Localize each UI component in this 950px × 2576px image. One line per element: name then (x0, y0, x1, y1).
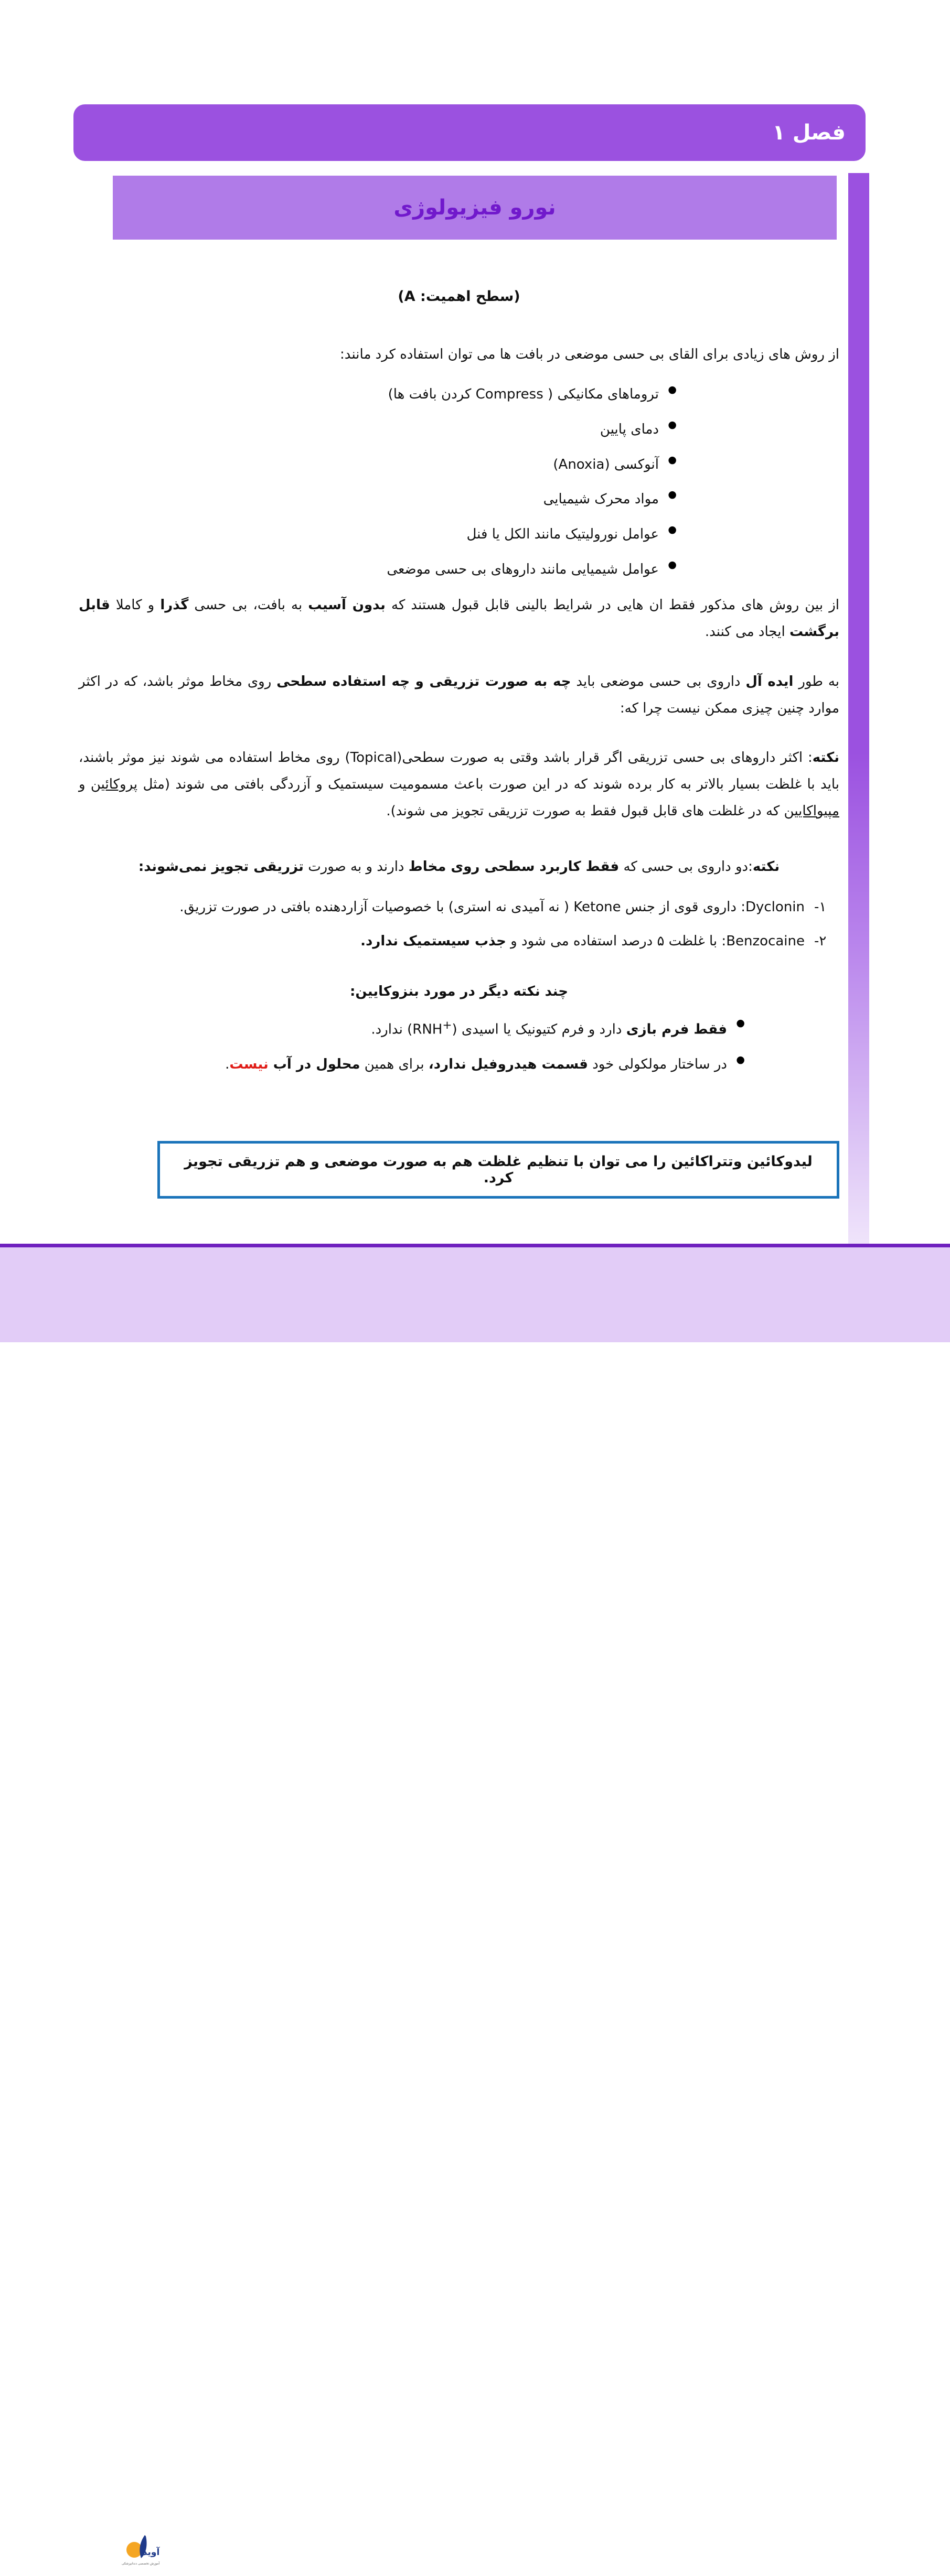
topical-only-drug-list (79, 894, 839, 954)
text-segment: را می توان با تنظیم غلظت (472, 1154, 671, 1170)
logo-subtitle: آموزش تخصصی دندانپزشکی (121, 2562, 160, 2566)
text-segment: به طور (793, 673, 840, 689)
latin-term-ketone: Ketone (573, 899, 621, 915)
bullet-text: عوامل نورولیتیک مانند الکل یا فنل (466, 526, 659, 543)
underlined-procaine: پروکائین (90, 776, 138, 792)
note-label: نکته (752, 859, 780, 875)
text-segment: : داروی قوی از جنس (621, 899, 745, 915)
intro-paragraph-text: از روش های زیادی برای القای بی حسی موضعی در بافت ها می توان استفاده کرد مانند: (340, 346, 839, 362)
list-item (79, 381, 677, 408)
benzocaine-notes-heading-text: چند نکته دیگر در مورد بنزوکایین: (349, 984, 569, 1000)
bold-reversible: قابل برگشت (79, 597, 839, 640)
list-item (79, 416, 677, 443)
text-segment: تجویز کرد. (184, 1154, 514, 1186)
list-item (79, 521, 677, 548)
highlight-callout-box (157, 1141, 839, 1199)
intro-paragraph (79, 341, 839, 368)
list-item (79, 451, 677, 478)
page-title-band (113, 176, 837, 240)
bold-both-topical-and-injectable: هم به صورت موضعی و هم تزریقی (228, 1154, 473, 1170)
text-segment: داروی بی حسی موضعی باید (571, 673, 746, 689)
publisher-logo (115, 2524, 166, 2574)
bullet-text-before: تروماهای مکانیکی ( (543, 386, 659, 403)
text-segment: از بین روش های مذکور فقط ان هایی در شرایط بالینی قابل قبول هستند که (385, 597, 839, 613)
bold-no-damage: بدون آسیب (308, 597, 386, 613)
bold-no-hydrophilic-part: قسمت هیدروفیل ندارد، (428, 1057, 588, 1073)
logo-wordmark: آوید (142, 2547, 160, 2558)
text-segment: دارد و فرم کتیونیک یا اسیدی ( (452, 1021, 626, 1038)
bold-not-injectable: تزریقی تجویز نمی‌شوند: (138, 859, 304, 875)
text-segment: روی مخاط موثر باشد، که در اکثر موارد چنین چیزی ممکن نیست چرا که: (79, 673, 839, 716)
text-segment: و (79, 776, 91, 792)
text-segment: : با غلظت ۵ درصد استفاده می شود و (506, 933, 727, 949)
list-marker: ۲- (814, 933, 827, 949)
page-title: نورو فیزیولوژی (393, 196, 556, 220)
underlined-mepivacaine: مپیواکایین (784, 803, 839, 819)
bullet-text-after: کردن بافت ها) (388, 386, 476, 403)
bullet-text: عوامل شیمیایی مانند داروهای بی حسی موضعی (387, 561, 659, 577)
bullet-text-after: ) (553, 456, 559, 472)
footer-band (0, 1247, 950, 2566)
text-segment: به بافت، بی حسی (188, 597, 308, 613)
bullet-text-latin: Compress (475, 386, 543, 403)
list-item (79, 1015, 745, 1043)
ideal-drug-paragraph (79, 669, 839, 721)
list-item (79, 894, 839, 921)
text-segment: در ساختار مولکولی خود (588, 1057, 727, 1073)
importance-level-text: (سطح اهمیت: A) (398, 288, 520, 305)
formula-base: RNH (412, 1021, 443, 1038)
note-paragraph-1 (79, 745, 839, 824)
formula-rnh (412, 1015, 452, 1043)
text-segment: برای همین (360, 1057, 429, 1073)
bold-ideal: ایده آل (745, 673, 794, 689)
bullet-text: دمای پایین (600, 422, 659, 438)
list-marker: ۱- (814, 899, 827, 915)
text-segment: . (225, 1057, 230, 1073)
list-item (79, 556, 677, 583)
text-segment: : اکثر داروهای بی حسی تزریقی اگر قرار باشد وقتی به صورت سطحی( (397, 750, 813, 766)
text-segment: دارند و به صورت (303, 859, 409, 875)
text-segment: که در غلظت های قابل قبول فقط به صورت تزریقی تجویز می شوند). (386, 803, 784, 819)
main-content (79, 283, 839, 1087)
drug-name-benzocaine: Benzocaine (726, 933, 805, 949)
bullet-text-before: آنوکسی ( (604, 456, 659, 472)
chapter-label: فصل ۱ (772, 121, 846, 145)
text-segment: و کاملا (110, 597, 161, 613)
chapter-header-pill (73, 104, 866, 161)
benzocaine-bullet-list (79, 1015, 745, 1078)
text-segment: ) ندارد. (371, 1021, 413, 1038)
methods-bullet-list (79, 381, 677, 583)
clinical-acceptability-paragraph (79, 592, 839, 645)
text-segment: ایجاد می کنند. (705, 624, 789, 640)
red-negation: نیست (229, 1057, 269, 1073)
bold-topical-mucosa-only: فقط کاربرد سطحی روی مخاط (408, 859, 620, 875)
callout-text (160, 1154, 837, 1186)
list-item (79, 486, 677, 513)
note-paragraph-2 (79, 854, 839, 880)
formula-superscript: + (442, 1019, 452, 1032)
right-decorative-bar (848, 173, 869, 1247)
latin-term-topical: Topical (350, 750, 397, 766)
bold-injectable-or-topical: چه به صورت تزریقی و چه استفاده سطحی (276, 673, 571, 689)
note-label: نکته (812, 750, 839, 766)
text-segment: ) روی مخاط استفاده می شوند نیز موثر باشند، باید با غلظت بسیار بالاتر به کار برده شوند که در این صورت باعث مسمومیت سیستمیک و آزردگی بافتی می شوند (مثل (79, 750, 839, 792)
drug-name-dyclonin: Dyclonin (745, 899, 805, 915)
bold-base-form-only: فقط فرم بازی (626, 1021, 727, 1038)
bold-water-soluble: محلول در آب (268, 1057, 360, 1073)
text-segment: ( نه آمیدی نه استری) با خصوصیات آزاردهنده بافتی در صورت تزریق. (179, 899, 574, 915)
bullet-text: مواد محرک شیمیایی (543, 491, 659, 508)
bold-lidocaine-tetracaine: لیدوکائین وتتراکائین (671, 1154, 813, 1170)
bullet-text-latin: Anoxia (558, 456, 605, 472)
benzocaine-notes-heading (79, 978, 839, 1005)
list-item-text (79, 894, 805, 921)
footer-divider-rule (0, 1244, 950, 1247)
bold-no-systemic-absorption: جذب سیستمیک ندارد. (360, 933, 506, 949)
bold-transient: گذرا (160, 597, 189, 613)
list-item (79, 1051, 745, 1078)
list-item (79, 928, 839, 955)
importance-level-line (79, 283, 839, 311)
text-segment: :دو داروی بی حسی که (619, 859, 753, 875)
list-item-text (79, 928, 805, 955)
